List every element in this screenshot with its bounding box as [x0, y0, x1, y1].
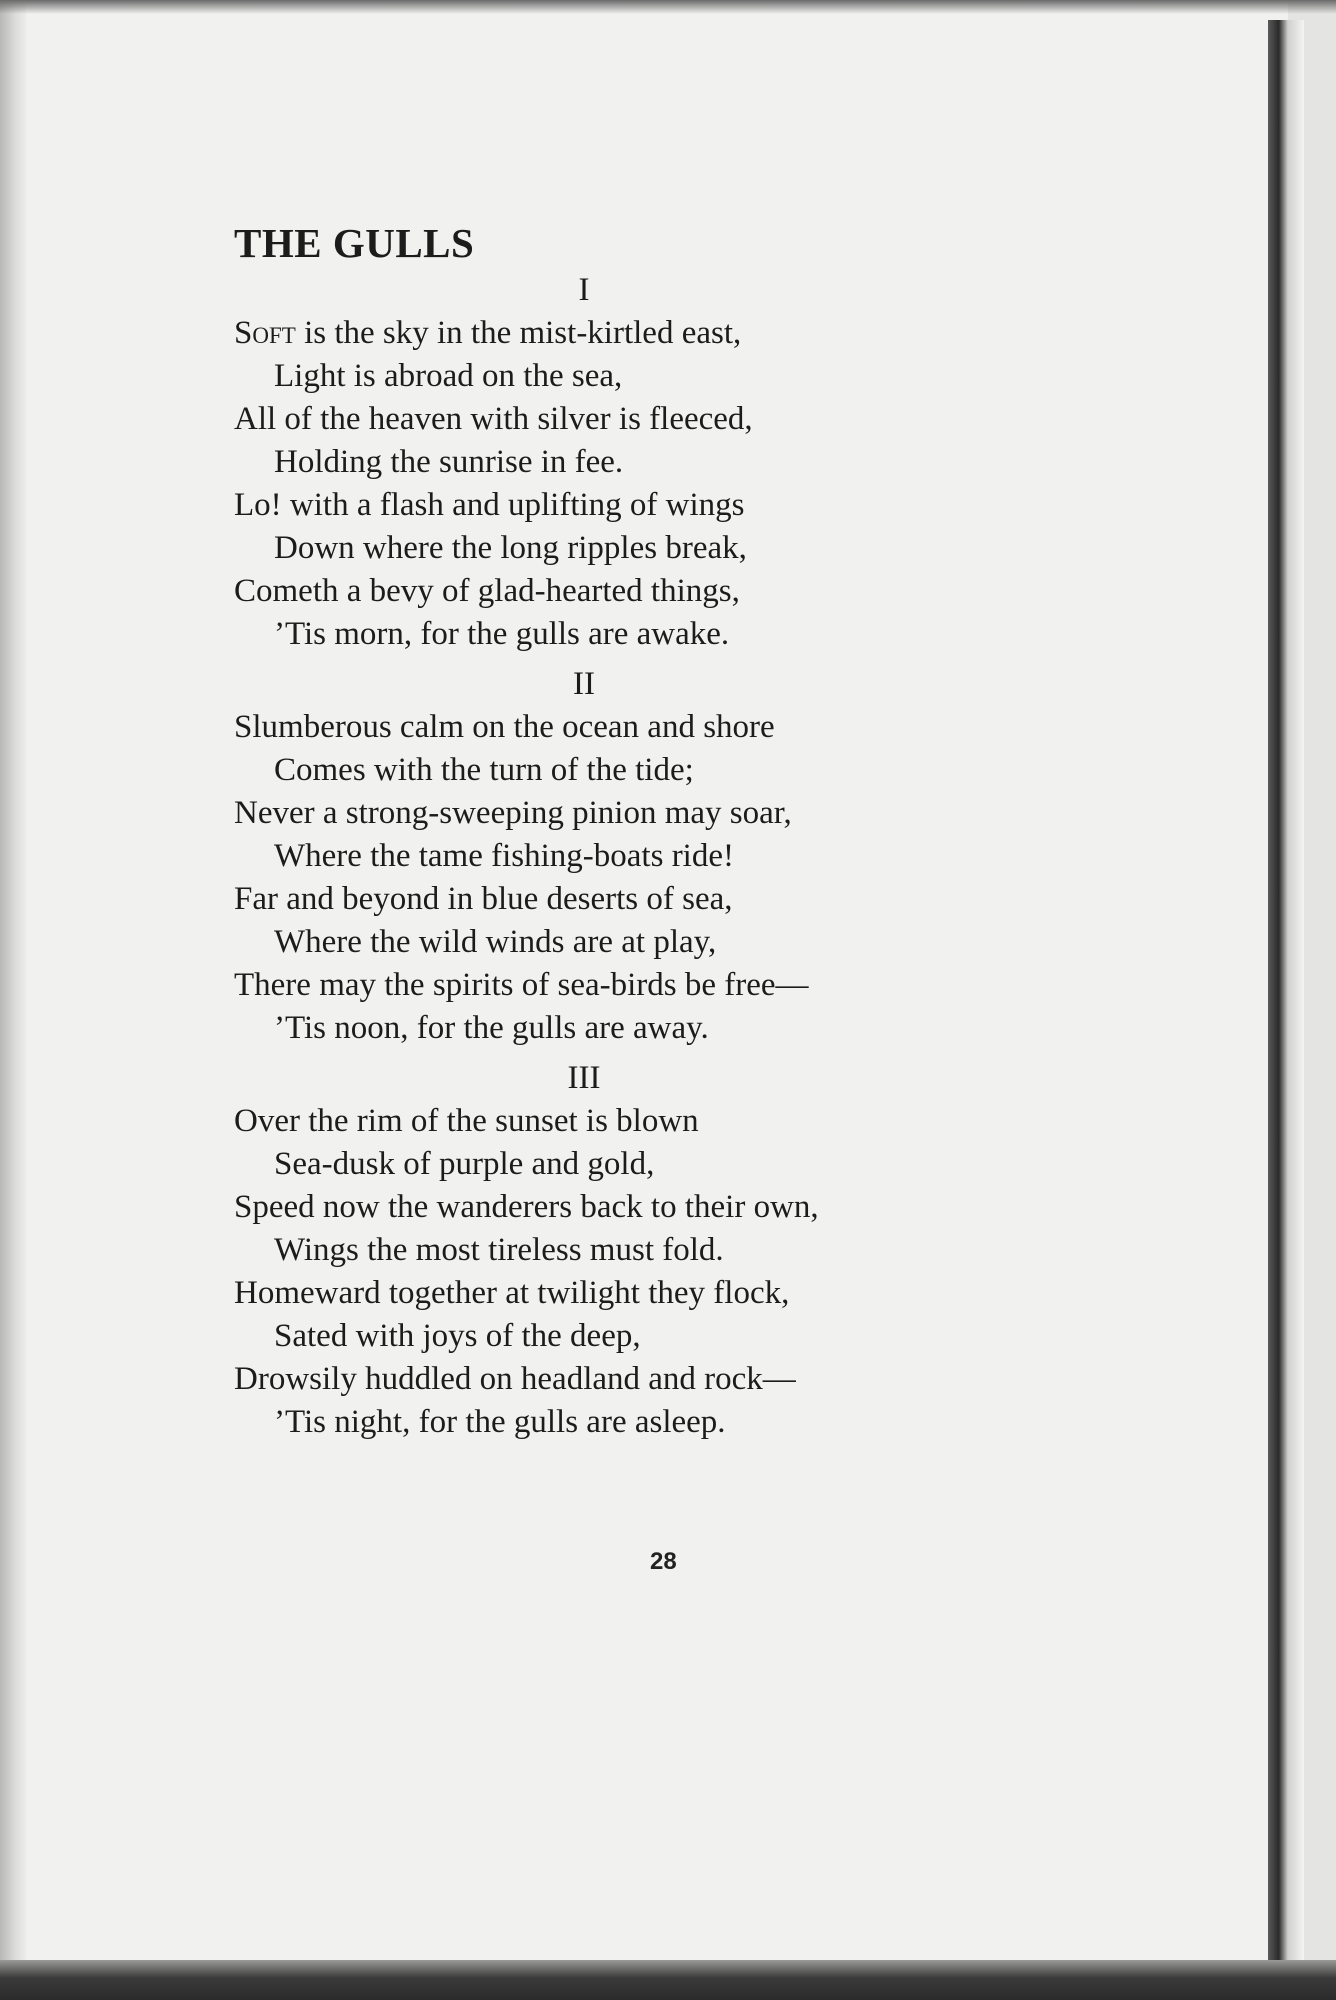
page-number: 28 — [650, 1548, 677, 1575]
page-right-edge — [1268, 20, 1304, 1970]
page-top-shadow — [0, 0, 1336, 14]
poem-line: There may the spirits of sea-birds be free— — [234, 967, 809, 1003]
poem-line: Speed now the wanderers back to their own, — [234, 1189, 819, 1225]
page-bottom-edge — [0, 1960, 1336, 2000]
poem-line — [234, 312, 1134, 355]
stanza-number: II — [573, 666, 595, 702]
poem-line: Far and beyond in blue deserts of sea, — [234, 881, 733, 917]
poem-line: Never a strong-sweeping pinion may soar, — [234, 795, 792, 831]
poem-line: Down where the long ripples break, — [274, 530, 747, 566]
poem-line: Wings the most tireless must fold. — [274, 1232, 724, 1268]
poem-line: Homeward together at twilight they flock, — [234, 1275, 790, 1311]
poem-line: Over the rim of the sunset is blown — [234, 1103, 699, 1139]
poem-text-block — [234, 218, 1134, 1444]
poem-line: Where the wild winds are at play, — [274, 924, 717, 960]
poem-line: Sated with joys of the deep, — [274, 1318, 641, 1354]
poem-line: All of the heaven with silver is fleeced, — [234, 401, 753, 437]
poem-title: THE GULLS — [234, 220, 475, 266]
stanza-number: I — [578, 272, 590, 308]
dropcap-word: Soft — [234, 315, 296, 351]
poem-line: ’Tis morn, for the gulls are awake. — [274, 616, 730, 652]
book-binding-edge — [0, 0, 26, 2000]
poem-line: Where the tame fishing-boats ride! — [274, 838, 734, 874]
stanza-number: III — [567, 1060, 601, 1096]
poem-line: Drowsily huddled on headland and rock— — [234, 1361, 796, 1397]
poem-line-text: is the sky in the mist-kirtled east, — [295, 315, 742, 351]
poem-line: Lo! with a flash and uplifting of wings — [234, 487, 745, 523]
poem-line: ’Tis night, for the gulls are asleep. — [274, 1404, 726, 1440]
poem-line: Sea-dusk of purple and gold, — [274, 1146, 655, 1182]
poem-line: ’Tis noon, for the gulls are away. — [274, 1010, 709, 1046]
poem-line: Light is abroad on the sea, — [274, 358, 623, 394]
poem-line: Holding the sunrise in fee. — [274, 444, 624, 480]
poem-line: Cometh a bevy of glad-hearted things, — [234, 573, 740, 609]
poem-line: Slumberous calm on the ocean and shore — [234, 709, 775, 745]
poem-line: Comes with the turn of the tide; — [274, 752, 694, 788]
